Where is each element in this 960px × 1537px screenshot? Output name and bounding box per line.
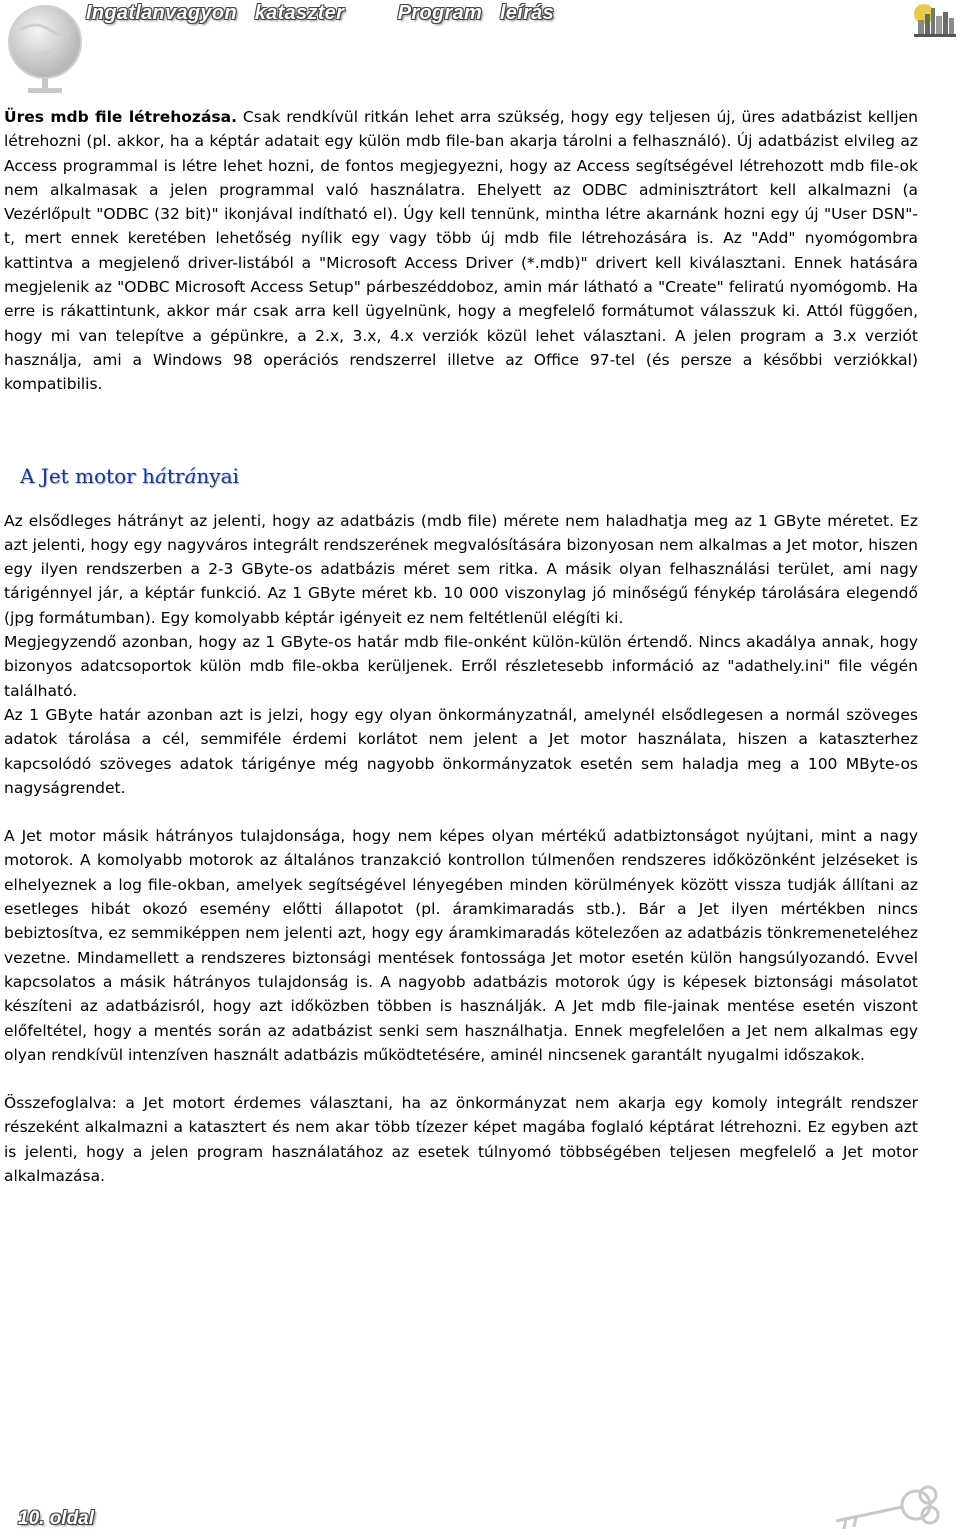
city-logo-icon	[910, 0, 956, 40]
intro-text: Csak rendkívül ritkán lehet arra szükség, hogy egy teljesen új, üres adatbázist kelljen létrehozni (pl. akkor, ha a képtár adatait egy külön mdb file-ban akarja tárolni a felhasználó). Új adatbázist elvileg az Access programmal is létre lehet hozni, de fontos megjegyezni, hogy az Access segítségével létrehozott mdb file-ok nem alkalmasak a jelen programmal való használatra. Ehelyett az ODBC adminisztrátort kell alkalmazni (a Vezérlőpult "ODBC (32 bit)" ikonjával indítható el). Úgy kell tennünk, mintha létre akarnánk hozni egy új "User DSN"-t, mert ennek keretében lehetőség nyílik egy vagy több új mdb file létrehozására is. Az "Add" nyomógombra kattintva a megjelenő driver-listából a "Microsoft Access Driver (*.mdb)" drivert kell kiválasztani. Ennek hatására megjelenik az "ODBC Microsoft Access Setup" párbeszéddoboz, amin már látható a "Create" feliratú nyomógomb. Ha erre is rákattintunk, akkor már csak arra kell ügyelnünk, hogy a megfelelő formátumot válasszuk ki. Attól függően, hogy mi van telepítve a gépünkre, a 2.x, 3.x, 4.x verziók közül lehet választani. A jelen program a 3.x verziót használja, ami a Windows 98 operációs rendszerrel illetve az Office 97-tel (és persze a későbbi verziókkal) kompatibilis.	[4, 108, 918, 394]
paragraph-3: Az 1 GByte határ azonban azt is jelzi, hogy egy olyan önkormányzatnál, amelynél elsődlegesen a normál szöveges adatok tárolása a cél, semmiféle érdemi korlátot nem jelent a Jet motor használata, hiszen a kataszterhez kapcsolódó szöveges adatok tárigénye még nagyobb önkormányzatok esetén sem haladja meg a 100 MByte-os nagyságrendet.	[4, 705, 918, 797]
paragraph-4: A Jet motor másik hátrányos tulajdonsága, hogy nem képes olyan mértékű adatbiztonságot nyújtani, mint a nagy motorok. A komolyabb motorok az általános tranzakció kontrollon túlmenően rendszeres időközönként jelzéseket is elhelyeznek a log file-okban, amelyek segítségével lényegében minden körülmények között vissza tudják állítani az esetleges hibát okozó esemény előtti állapotot (pl. áramkimaradás stb.). Bár a Jet ilyen mértékben nincs bebiztosítva, ez semmiképpen nem jelenti azt, hogy egy áramkimaradás kötelezően az adatbázis tönkremeneteléhez vezetne. Mindamellett a rendszeres biztonsági mentések fontossága Jet motor esetén külön hangsúlyozandó. Evvel kapcsolatos a másik hátrányos tulajdonság is. A nagyobb adatbázis motorok úgy is képesek biztonsági másolatot készíteni az adatbázisról, hogy azt időközben többen is használják. A Jet mdb file-jainak mentése esetén viszont előfeltétel, hogy a mentés során az adatbázist senki sem használhatja. Ennek megfelelően a Jet nem alkalmas egy olyan rendkívül intenzíven használt adatbázis működtetésére, aminél nincsenek garantált nyugalmi időszakok.	[4, 827, 918, 1064]
document-body	[4, 105, 918, 1188]
header-title	[86, 2, 554, 25]
page-number: 10. oldal	[18, 1508, 95, 1529]
section-heading: A Jet motor hátrányai	[20, 463, 239, 488]
paragraph-5: Összefoglalva: a Jet motort érdemes választani, ha az önkormányzat nem akarja egy komoly integrált rendszer részeként alkalmazni a katasztert és nem akar több tízezer képet magába foglaló képtárat létrehozni. Ez egyben azt is jelenti, hogy a jelen program használatához az esetek túlnyomó többségében teljesen megfelelő a Jet motor alkalmazása.	[4, 1094, 918, 1185]
intro-paragraph	[4, 105, 918, 397]
header-title-right: Program leírás	[397, 2, 555, 24]
paragraph-1: Az elsődleges hátrányt az jelenti, hogy az adatbázis (mdb file) mérete nem haladhatja meg az 1 GByte méretet. Ez azt jelenti, hogy egy nagyváros integrált rendszerének megvalósítására bizonyosan nem alkalmas a Jet motor, hiszen egy ilyen rendszerben a 2-3 GByte-os adatbázis méret sem ritka. A másik olyan felhasználási terület, ami nagy tárigénnyel jár, a képtár funkció. Az 1 GByte méret kb. 10 000 viszonylag jó minőségű fénykép tárolására elegendő (jpg formátumban). Egy komolyabb képtár igényeit ez nem feltétlenül elégíti ki.	[4, 511, 918, 627]
intro-title: Üres mdb file létrehozása.	[4, 108, 237, 126]
globe-logo-icon	[0, 0, 90, 100]
key-icon	[816, 1483, 946, 1533]
paragraph-2: Megjegyzendő azonban, hogy az 1 GByte-os határ mdb file-onként külön-külön értendő. Nincs akadálya annak, hogy bizonyos adatcsoportok külön mdb file-okba kerüljenek. Erről részletesebb információ az "adathely.ini" file végén található.	[4, 633, 918, 700]
header-title-left: Ingatlanvagyon kataszter	[86, 2, 345, 24]
